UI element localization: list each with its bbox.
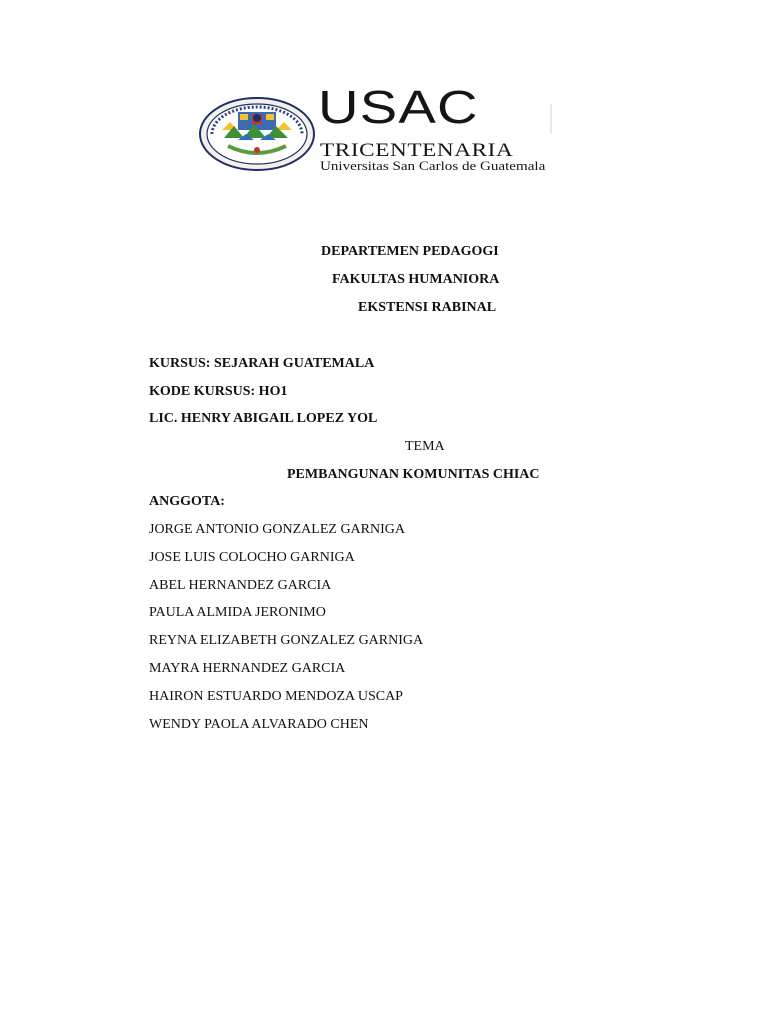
faculty-title: FAKULTAS HUMANIORA <box>332 272 500 287</box>
member-name: REYNA ELIZABETH GONZALEZ GARNIGA <box>149 633 424 648</box>
tricentenaria-label: TRICENTENARIA <box>320 140 514 161</box>
logo-artifact-mark <box>550 104 552 134</box>
course-name: KURSUS: SEJARAH GUATEMALA <box>149 356 375 371</box>
usac-logo <box>198 81 590 176</box>
topic-title: PEMBANGUNAN KOMUNITAS CHIAC <box>287 467 540 482</box>
member-name: MAYRA HERNANDEZ GARCIA <box>149 661 346 676</box>
lecturer-name: LIC. HENRY ABIGAIL LOPEZ YOL <box>149 411 378 426</box>
extension-title: EKSTENSI RABINAL <box>358 300 497 315</box>
member-name: ABEL HERNANDEZ GARCIA <box>149 578 332 593</box>
member-name: JORGE ANTONIO GONZALEZ GARNIGA <box>149 522 405 537</box>
university-seal-icon <box>198 96 316 172</box>
member-name: PAULA ALMIDA JERONIMO <box>149 605 326 620</box>
member-name: HAIRON ESTUARDO MENDOZA USCAP <box>149 689 403 704</box>
topic-label: TEMA <box>405 439 445 454</box>
usac-wordmark: USAC <box>318 81 479 133</box>
department-title: DEPARTEMEN PEDAGOGI <box>321 244 499 259</box>
university-name: Universitas San Carlos de Guatemala <box>320 158 546 173</box>
member-name: JOSE LUIS COLOCHO GARNIGA <box>149 550 355 565</box>
members-heading: ANGGOTA: <box>149 494 225 509</box>
member-name: WENDY PAOLA ALVARADO CHEN <box>149 717 369 732</box>
course-code: KODE KURSUS: HO1 <box>149 384 288 399</box>
